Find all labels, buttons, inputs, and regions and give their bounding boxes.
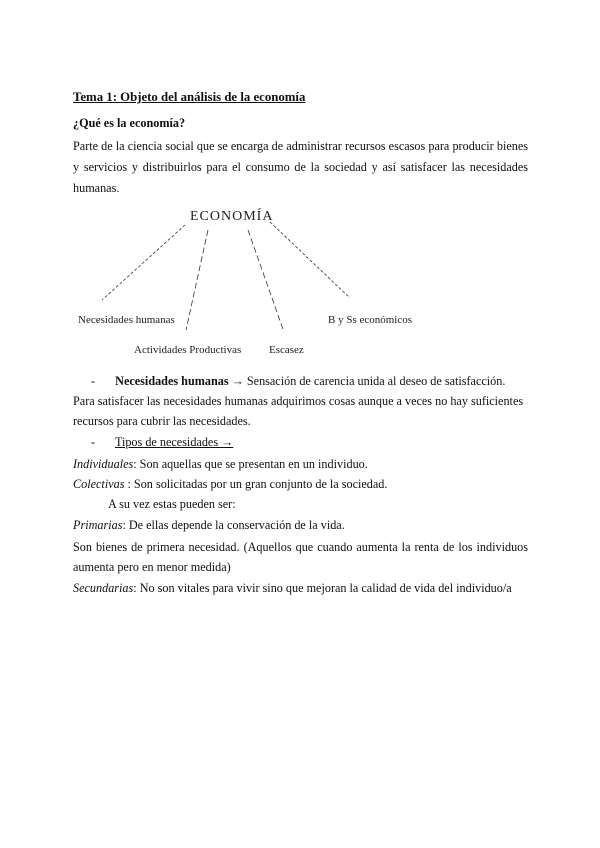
bullet-dash: - [91,374,96,388]
bullet-tipos [91,435,233,450]
bullet-dash: - [91,435,96,449]
subheading-line: A su vez estas pueden ser: [108,497,236,511]
def-individuales: : Son aquellas que se presentan en un individuo. [133,457,368,471]
diagram-root: ECONOMÍA [190,209,274,224]
branch-escasez: Escasez [269,344,304,356]
economia-diagram [60,200,480,360]
def-colectivas: : Son solicitadas por un gran conjunto de la sociedad. [124,477,388,491]
term-secundarias: Secundarias [73,581,134,595]
tipos-heading: Tipos de necesidades → [114,435,234,449]
branch-actividades-productivas: Actividades Productivas [134,344,242,356]
branch-necesidades-humanas: Necesidades humanas [78,314,175,326]
section-heading: ¿Qué es la economía? [73,116,186,130]
text-line: Para satisfacer las necesidades humanas adquirimos cosas aunque a veces no hay suficientes [73,394,524,408]
bullet-necesidades [91,374,505,389]
primarias-line [73,518,345,533]
page-title: Tema 1: Objeto del análisis de la economía [73,90,306,104]
branch-line-escasez [248,230,284,332]
def-necesidades-humanas: → Sensación de carencia unida al deseo de satisfacción. [228,374,506,388]
text-line: aumenta pero en menor medida) [73,560,231,574]
text-line: recursos para cubrir las necesidades. [73,414,251,428]
def-secundarias: : No son vitales para vivir sino que mejoran la calidad de vida del individuo/a [133,581,512,595]
secundarias-line [73,581,512,596]
term-necesidades-humanas: Necesidades humanas [115,374,229,388]
definition-paragraph: Parte de la ciencia social que se encarga de administrar recursos escasos para producir bienes y servicios y distribuirlos para el consumo de la sociedad y así satisfacer las necesidades humanas. [73,139,528,195]
term-colectivas: Colectivas [73,477,125,491]
def-primarias: : De ellas depende la conservación de la vida. [122,518,345,532]
branch-bienes-servicios: B y Ss económicos [328,314,413,326]
text-line: Son bienes de primera necesidad. (Aquellos que cuando aumenta la renta de los individuos [73,540,528,554]
branch-line-bienes [270,222,350,298]
term-primarias: Primarias [73,518,123,532]
colectivas-line [73,477,387,492]
term-individuales: Individuales [73,457,134,471]
branch-line-necesidades [102,225,185,300]
branch-line-actividades [186,230,208,330]
individuales-line [73,457,368,472]
